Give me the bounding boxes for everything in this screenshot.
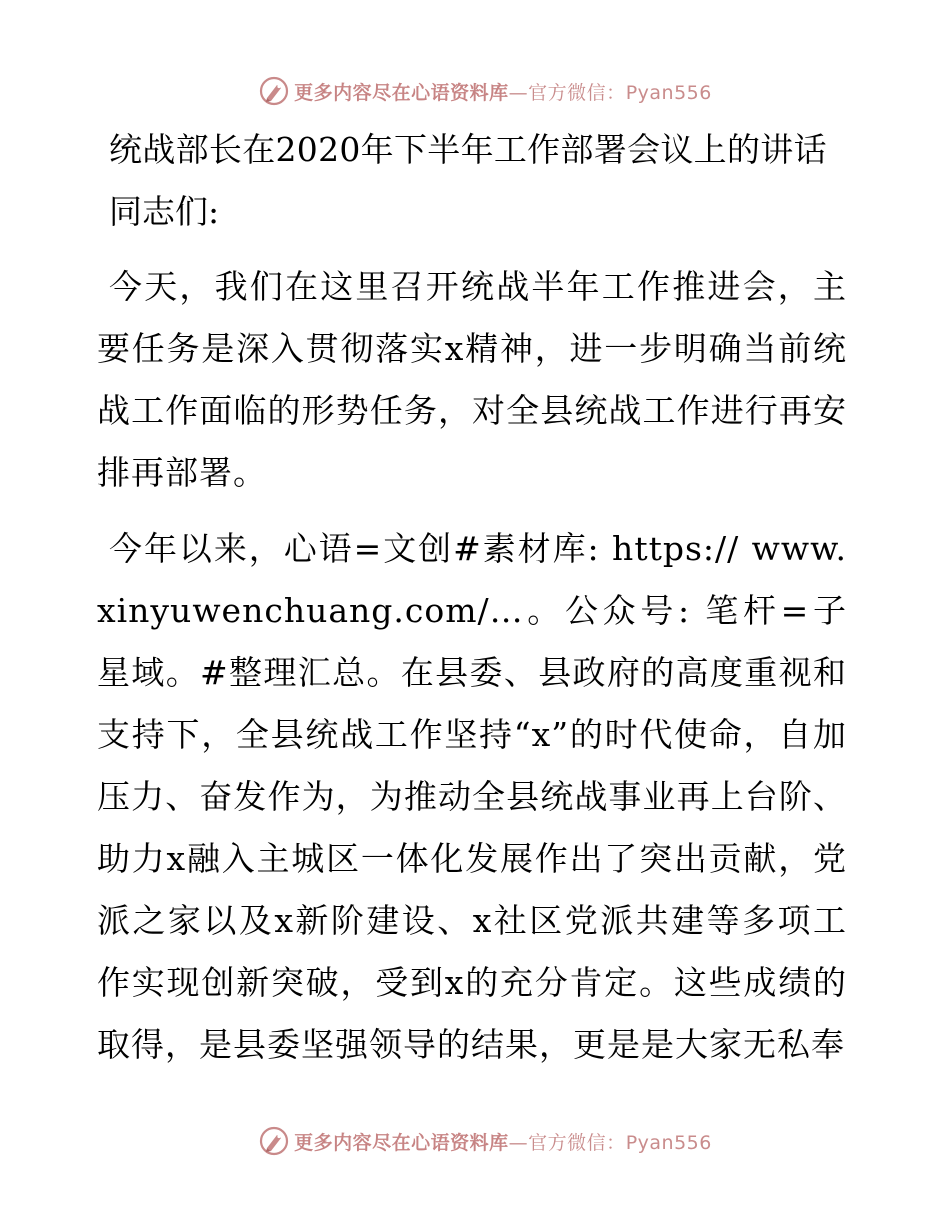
banner-dash: — — [508, 1131, 529, 1154]
banner-dash: — — [508, 81, 529, 104]
banner-wechat-id: Pyan556 — [625, 1131, 712, 1154]
paragraph-1: 今天，我们在这里召开统战半年工作推进会，主要任务是深入贯彻落实x精神，进一步明确当前统战工作面临的形势任务，对全县统战工作进行再安排再部署。 — [97, 267, 847, 492]
greeting: 同志们: — [109, 192, 220, 231]
document-title: 统战部长在2020年下半年工作部署会议上的讲话 — [109, 130, 827, 169]
banner-main-text: 更多内容尽在心语资料库 — [294, 1131, 509, 1154]
header-watermark-banner — [0, 71, 950, 111]
header-banner-text — [294, 78, 712, 105]
footer-banner-content — [258, 1125, 712, 1157]
banner-wechat-id: Pyan556 — [625, 81, 712, 104]
banner-wechat-label: 官方微信： — [528, 1131, 626, 1154]
pen-logo-icon — [258, 1125, 290, 1157]
paragraph-2: 今年以来，心语=文创#素材库: https:// www.xinyuwenchuang.com/…。公众号: 笔杆=子星域。#整理汇总。在县委、县政府的高度重视和支持下，全县统战工作坚持“x”的时代使命，自加压力、奋发作为，为推动全县统战事业再上台阶、助力x融入主城区一体化发展作出了突出贡献，党派之家以及x新阶建设、x社区党派共建等多项工作实现创新突破，受到x的充分肯定。这些成绩的取得，是县委坚强领导的结果，更是是大家无私奉 — [97, 529, 847, 1064]
header-banner-content — [258, 75, 712, 107]
footer-banner-text — [294, 1128, 712, 1155]
footer-watermark-banner — [0, 1121, 950, 1161]
document-body — [97, 124, 857, 1090]
pen-logo-icon — [258, 75, 290, 107]
banner-main-text: 更多内容尽在心语资料库 — [294, 81, 509, 104]
banner-wechat-label: 官方微信： — [528, 81, 626, 104]
